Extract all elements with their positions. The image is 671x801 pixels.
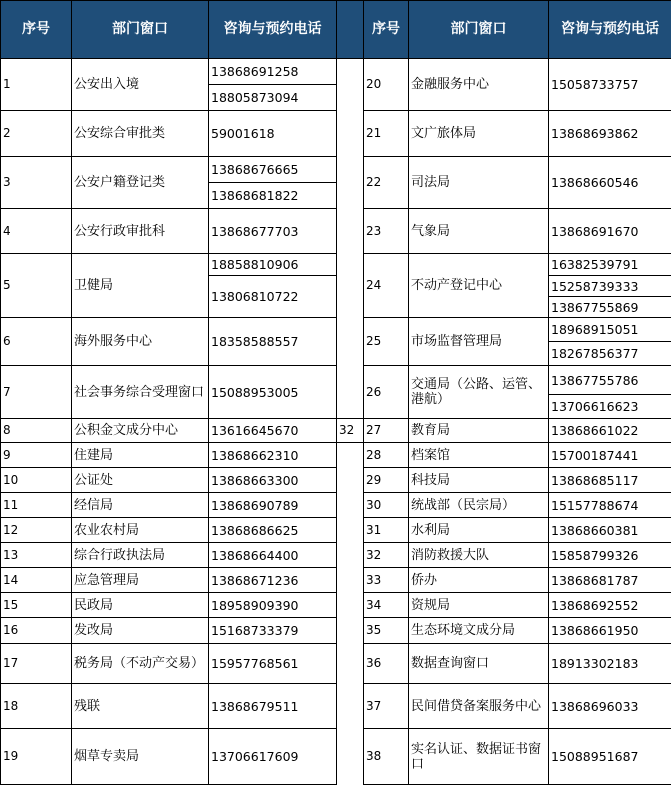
- row-dept: 税务局（不动产交易）: [72, 644, 209, 684]
- row-phone: 13868660546: [549, 157, 671, 209]
- row-no: 7: [1, 366, 72, 419]
- gap-cell: [337, 443, 364, 468]
- row-phone: 13867755869: [549, 297, 671, 318]
- row-dept: 农业农村局: [72, 518, 209, 543]
- gap-cell: [337, 111, 364, 157]
- gap-cell: [337, 209, 364, 254]
- row-dept: 消防救援大队: [409, 543, 549, 568]
- row-no: 33: [364, 568, 409, 593]
- row-dept: 经信局: [72, 493, 209, 518]
- row-no: 34: [364, 593, 409, 618]
- gap-cell: [337, 684, 364, 729]
- row-dept: 统战部（民宗局）: [409, 493, 549, 518]
- row-phone: 13868685117: [549, 468, 671, 493]
- row-no: 8: [1, 419, 72, 443]
- gap-cell: [337, 518, 364, 543]
- header-dept-left: 部门窗口: [72, 1, 209, 59]
- row-dept: 发改局: [72, 618, 209, 644]
- row-phone: 13868679511: [209, 684, 337, 729]
- row-phone: 15700187441: [549, 443, 671, 468]
- row-dept: 烟草专卖局: [72, 729, 209, 785]
- row-no: 5: [1, 254, 72, 318]
- gap-cell: [337, 543, 364, 568]
- gap-cell: [337, 568, 364, 593]
- row-no: 35: [364, 618, 409, 644]
- row-no: 23: [364, 209, 409, 254]
- row-phone: 18913302183: [549, 644, 671, 684]
- header-row: [1, 1, 671, 59]
- row-no: 9: [1, 443, 72, 468]
- row-dept: 民间借贷备案服务中心: [409, 684, 549, 729]
- row-phone: 15858799326: [549, 543, 671, 568]
- row-no: 15: [1, 593, 72, 618]
- row-no: 11: [1, 493, 72, 518]
- row-no: 21: [364, 111, 409, 157]
- row-dept: 公证处: [72, 468, 209, 493]
- row-no: 36: [364, 644, 409, 684]
- row-dept: 侨办: [409, 568, 549, 593]
- row-no: 18: [1, 684, 72, 729]
- row-dept: 应急管理局: [72, 568, 209, 593]
- row-no: 24: [364, 254, 409, 318]
- row-dept: 综合行政执法局: [72, 543, 209, 568]
- row-dept: 数据查询窗口: [409, 644, 549, 684]
- gap-cell: [337, 644, 364, 684]
- gap-note: 32: [337, 419, 364, 443]
- row-no: 28: [364, 443, 409, 468]
- row-dept: 气象局: [409, 209, 549, 254]
- row-phone: 13868676665: [209, 157, 337, 183]
- row-phone: 13868671236: [209, 568, 337, 593]
- row-phone: 13868692552: [549, 593, 671, 618]
- row-phone: 13868660381: [549, 518, 671, 543]
- header-dept-right: 部门窗口: [409, 1, 549, 59]
- header-gap: [337, 1, 364, 59]
- row-phone: 15957768561: [209, 644, 337, 684]
- row-phone: 15258739333: [549, 276, 671, 297]
- row-no: 37: [364, 684, 409, 729]
- gap-cell: [337, 729, 364, 785]
- row-dept: 海外服务中心: [72, 318, 209, 366]
- row-dept: 教育局: [409, 419, 549, 443]
- row-phone: 13868691670: [549, 209, 671, 254]
- row-dept: 生态环境文成分局: [409, 618, 549, 644]
- row-phone: 13806810722: [209, 276, 337, 318]
- row-phone: 13868664400: [209, 543, 337, 568]
- row-no: 13: [1, 543, 72, 568]
- row-no: 26: [364, 366, 409, 419]
- row-no: 32: [364, 543, 409, 568]
- row-dept: 公积金文成分中心: [72, 419, 209, 443]
- row-dept: 残联: [72, 684, 209, 729]
- row-phone: 13868691258: [209, 59, 337, 85]
- row-phone: 13868690789: [209, 493, 337, 518]
- row-dept: 民政局: [72, 593, 209, 618]
- row-phone: 13867755786: [549, 366, 671, 395]
- row-phone: 13868677703: [209, 209, 337, 254]
- row-dept: 公安行政审批科: [72, 209, 209, 254]
- row-phone: 15058733757: [549, 59, 671, 111]
- row-dept: 公安出入境: [72, 59, 209, 111]
- row-phone: 18958909390: [209, 593, 337, 618]
- row-no: 20: [364, 59, 409, 111]
- header-no-left: 序号: [1, 1, 72, 59]
- gap-cell: [337, 318, 364, 366]
- row-no: 38: [364, 729, 409, 785]
- row-phone: 15168733379: [209, 618, 337, 644]
- row-no: 27: [364, 419, 409, 443]
- row-phone: 13868681787: [549, 568, 671, 593]
- row-phone: 13868686625: [209, 518, 337, 543]
- row-dept: 公安户籍登记类: [72, 157, 209, 209]
- row-dept: 不动产登记中心: [409, 254, 549, 318]
- row-phone: 15157788674: [549, 493, 671, 518]
- row-no: 25: [364, 318, 409, 366]
- row-no: 17: [1, 644, 72, 684]
- row-no: 16: [1, 618, 72, 644]
- row-no: 1: [1, 59, 72, 111]
- row-dept: 交通局（公路、运管、港航）: [409, 366, 549, 419]
- gap-cell: [337, 254, 364, 318]
- row-no: 3: [1, 157, 72, 209]
- row-dept: 实名认证、数据证书窗口: [409, 729, 549, 785]
- row-dept: 司法局: [409, 157, 549, 209]
- header-phone-right: 咨询与预约电话: [549, 1, 671, 59]
- row-phone: 18267856377: [549, 342, 671, 366]
- row-phone: 16382539791: [549, 254, 671, 276]
- row-dept: 金融服务中心: [409, 59, 549, 111]
- row-no: 29: [364, 468, 409, 493]
- row-no: 30: [364, 493, 409, 518]
- row-no: 6: [1, 318, 72, 366]
- row-phone: 15088951687: [549, 729, 671, 785]
- row-no: 12: [1, 518, 72, 543]
- row-phone: 18358588557: [209, 318, 337, 366]
- gap-cell: [337, 157, 364, 209]
- row-phone: 13868662310: [209, 443, 337, 468]
- row-phone: 13868693862: [549, 111, 671, 157]
- row-dept: 档案馆: [409, 443, 549, 468]
- row-phone: 13706616623: [549, 395, 671, 419]
- row-phone: 18858810906: [209, 254, 337, 276]
- row-dept: 水利局: [409, 518, 549, 543]
- row-dept: 公安综合审批类: [72, 111, 209, 157]
- gap-cell: [337, 59, 364, 111]
- header-no-right: 序号: [364, 1, 409, 59]
- row-dept: 文广旅体局: [409, 111, 549, 157]
- row-phone: 59001618: [209, 111, 337, 157]
- gap-cell: [337, 593, 364, 618]
- header-phone-left: 咨询与预约电话: [209, 1, 337, 59]
- gap-cell: [337, 618, 364, 644]
- row-phone: 18968915051: [549, 318, 671, 342]
- row-phone: 13706617609: [209, 729, 337, 785]
- row-phone: 13868681822: [209, 183, 337, 209]
- row-dept: 科技局: [409, 468, 549, 493]
- row-no: 2: [1, 111, 72, 157]
- row-dept: 资规局: [409, 593, 549, 618]
- gap-cell: [337, 493, 364, 518]
- row-phone: 13868661950: [549, 618, 671, 644]
- row-dept: 卫健局: [72, 254, 209, 318]
- row-no: 22: [364, 157, 409, 209]
- gap-cell: [337, 468, 364, 493]
- row-no: 14: [1, 568, 72, 593]
- row-phone: 13868661022: [549, 419, 671, 443]
- row-dept: 社会事务综合受理窗口: [72, 366, 209, 419]
- row-phone: 18805873094: [209, 85, 337, 111]
- row-phone: 15088953005: [209, 366, 337, 419]
- row-no: 31: [364, 518, 409, 543]
- row-phone: 13616645670: [209, 419, 337, 443]
- row-dept: 市场监督管理局: [409, 318, 549, 366]
- row-dept: 住建局: [72, 443, 209, 468]
- row-phone: 13868696033: [549, 684, 671, 729]
- gap-cell: [337, 366, 364, 419]
- row-no: 19: [1, 729, 72, 785]
- row-phone: 13868663300: [209, 468, 337, 493]
- row-no: 4: [1, 209, 72, 254]
- row-no: 10: [1, 468, 72, 493]
